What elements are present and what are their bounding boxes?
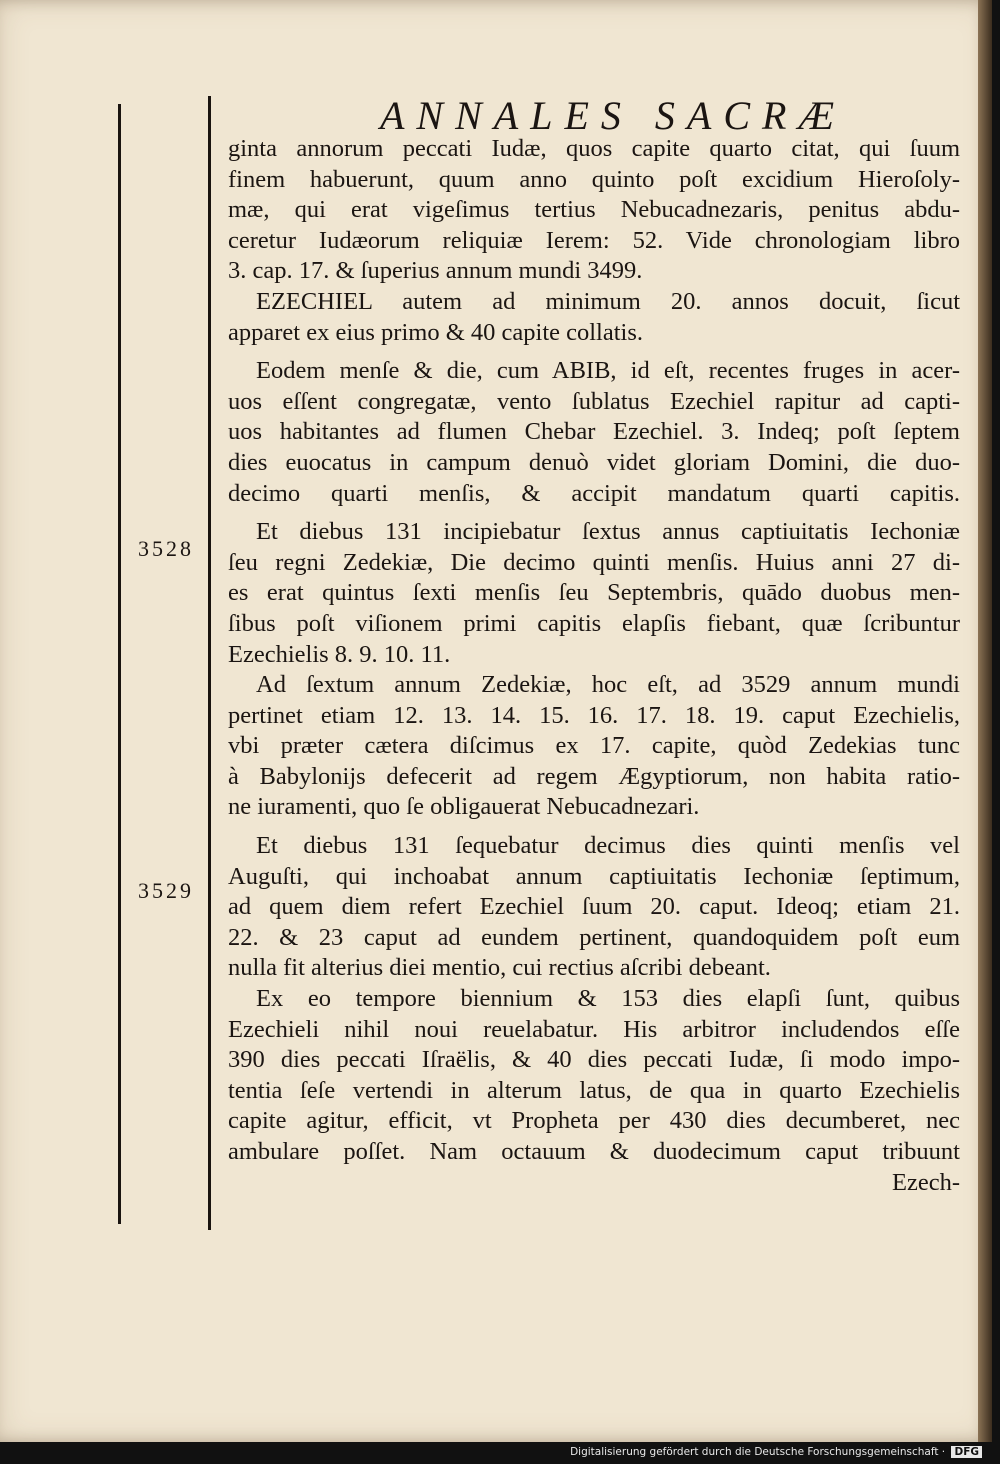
text-line: Ezechieli nihil noui reuelabatur. His arbitror includendos eſſe <box>228 1015 960 1043</box>
body-text <box>228 134 960 1198</box>
footer-text: Digitalisierung gefördert durch die Deutsche Forschungsgemeinschaft · <box>570 1446 946 1458</box>
text-line: es erat quintus ſexti menſis ſeu Septembris, quādo duobus men- <box>228 579 960 607</box>
text-line: apparet ex eius primo & 40 capite collatis. <box>228 318 644 346</box>
text-line: ad quem diem refert Ezechiel ſuum 20. caput. Ideoq; etiam 21. <box>228 893 960 921</box>
text-line: dies euocatus in campum denuò videt gloriam Domini, die duo- <box>228 448 960 476</box>
digitization-footer <box>570 1446 982 1458</box>
text-line: finem habuerunt, quum anno quinto poſt excidium Hieroſoly- <box>228 165 960 193</box>
text-line: nulla fit alterius diei mentio, cui rectius aſcribi debeant. <box>228 954 771 982</box>
running-head: ANNALES SACRÆ <box>380 93 847 138</box>
text-line: decimo quarti menſis, & accipit mandatum quarti capitis. <box>228 479 960 507</box>
margin-year-3528: 3528 <box>138 536 194 561</box>
text-line: Ad ſextum annum Zedekiæ, hoc eſt, ad 3529 annum mundi <box>256 671 960 699</box>
text-line: uos eſſent congregatæ, vento ſublatus Ezechiel rapitur ad capti- <box>228 387 960 415</box>
text-line: ceretur Iudæorum reliquiæ Ierem: 52. Vide chronologiam libro <box>228 226 960 254</box>
text-line: Ex eo tempore biennium & 153 dies elapſi ſunt, quibus <box>256 985 960 1013</box>
paragraph-gap <box>228 823 960 831</box>
text-line: pertinet etiam 12. 13. 14. 15. 16. 17. 18. 19. caput Ezechielis, <box>228 701 960 729</box>
text-line: ginta annorum peccati Iudæ, quos capite quarto citat, qui ſuum <box>228 135 960 162</box>
text-line: uos habitantes ad flumen Chebar Ezechiel. 3. Indeq; poſt ſeptem <box>228 418 960 446</box>
paragraph-gap <box>228 509 960 517</box>
margin-rule-outer <box>118 104 121 1224</box>
margin-year-3529: 3529 <box>138 878 194 903</box>
book-spine-edge <box>978 0 992 1442</box>
dfg-logo-icon: DFG <box>951 1446 982 1458</box>
text-line: ſibus poſt viſionem primi capitis elapſis fiebant, quæ ſcribuntur <box>228 609 960 637</box>
text-line: tentia ſeſe vertendi in alterum latus, de qua in quarto Ezechielis <box>228 1076 960 1104</box>
text-line: 3. cap. 17. & ſuperius annum mundi 3499. <box>228 257 643 285</box>
text-line: mæ, qui erat vigeſimus tertius Nebucadnezaris, penitus abdu- <box>228 196 960 224</box>
margin-rule-inner <box>208 96 211 1230</box>
text-line: 22. & 23 caput ad eundem pertinent, quandoquidem poſt eum <box>228 923 960 951</box>
text-line: 390 dies peccati Iſraëlis, & 40 dies peccati Iudæ, ſi modo impo- <box>228 1046 960 1074</box>
catchword: Ezech- <box>892 1168 960 1196</box>
text-line: Eodem menſe & die, cum ABIB, id eſt, recentes fruges in acer- <box>256 357 960 385</box>
text-line: à Babylonijs defecerit ad regem Ægyptiorum, non habita ratio- <box>228 762 960 790</box>
text-line: capite agitur, efficit, vt Propheta per 430 dies decumberet, nec <box>228 1107 960 1135</box>
text-line: Auguſti, qui inchoabat annum captiuitatis Iechoniæ ſeptimum, <box>228 862 960 890</box>
text-line: ambulare poſſet. Nam octauum & duodecimum caput tribuunt <box>228 1138 960 1165</box>
text-line: ne iuramenti, quo ſe obligauerat Nebucadnezari. <box>228 793 700 821</box>
text-line: ſeu regni Zedekiæ, Die decimo quinti menſis. Huius anni 27 di- <box>228 548 960 576</box>
text-line: Ezechielis 8. 9. 10. 11. <box>228 640 451 668</box>
text-line: Et diebus 131 ſequebatur decimus dies quinti menſis vel <box>256 832 960 860</box>
text-line: EZECHIEL autem ad minimum 20. annos docuit, ſicut <box>256 287 960 315</box>
text-line: vbi præter cætera diſcimus ex 17. capite, quòd Zedekias tunc <box>228 732 960 760</box>
text-line: Et diebus 131 incipiebatur ſextus annus captiuitatis Iechoniæ <box>256 518 960 546</box>
paragraph-gap <box>228 348 960 356</box>
